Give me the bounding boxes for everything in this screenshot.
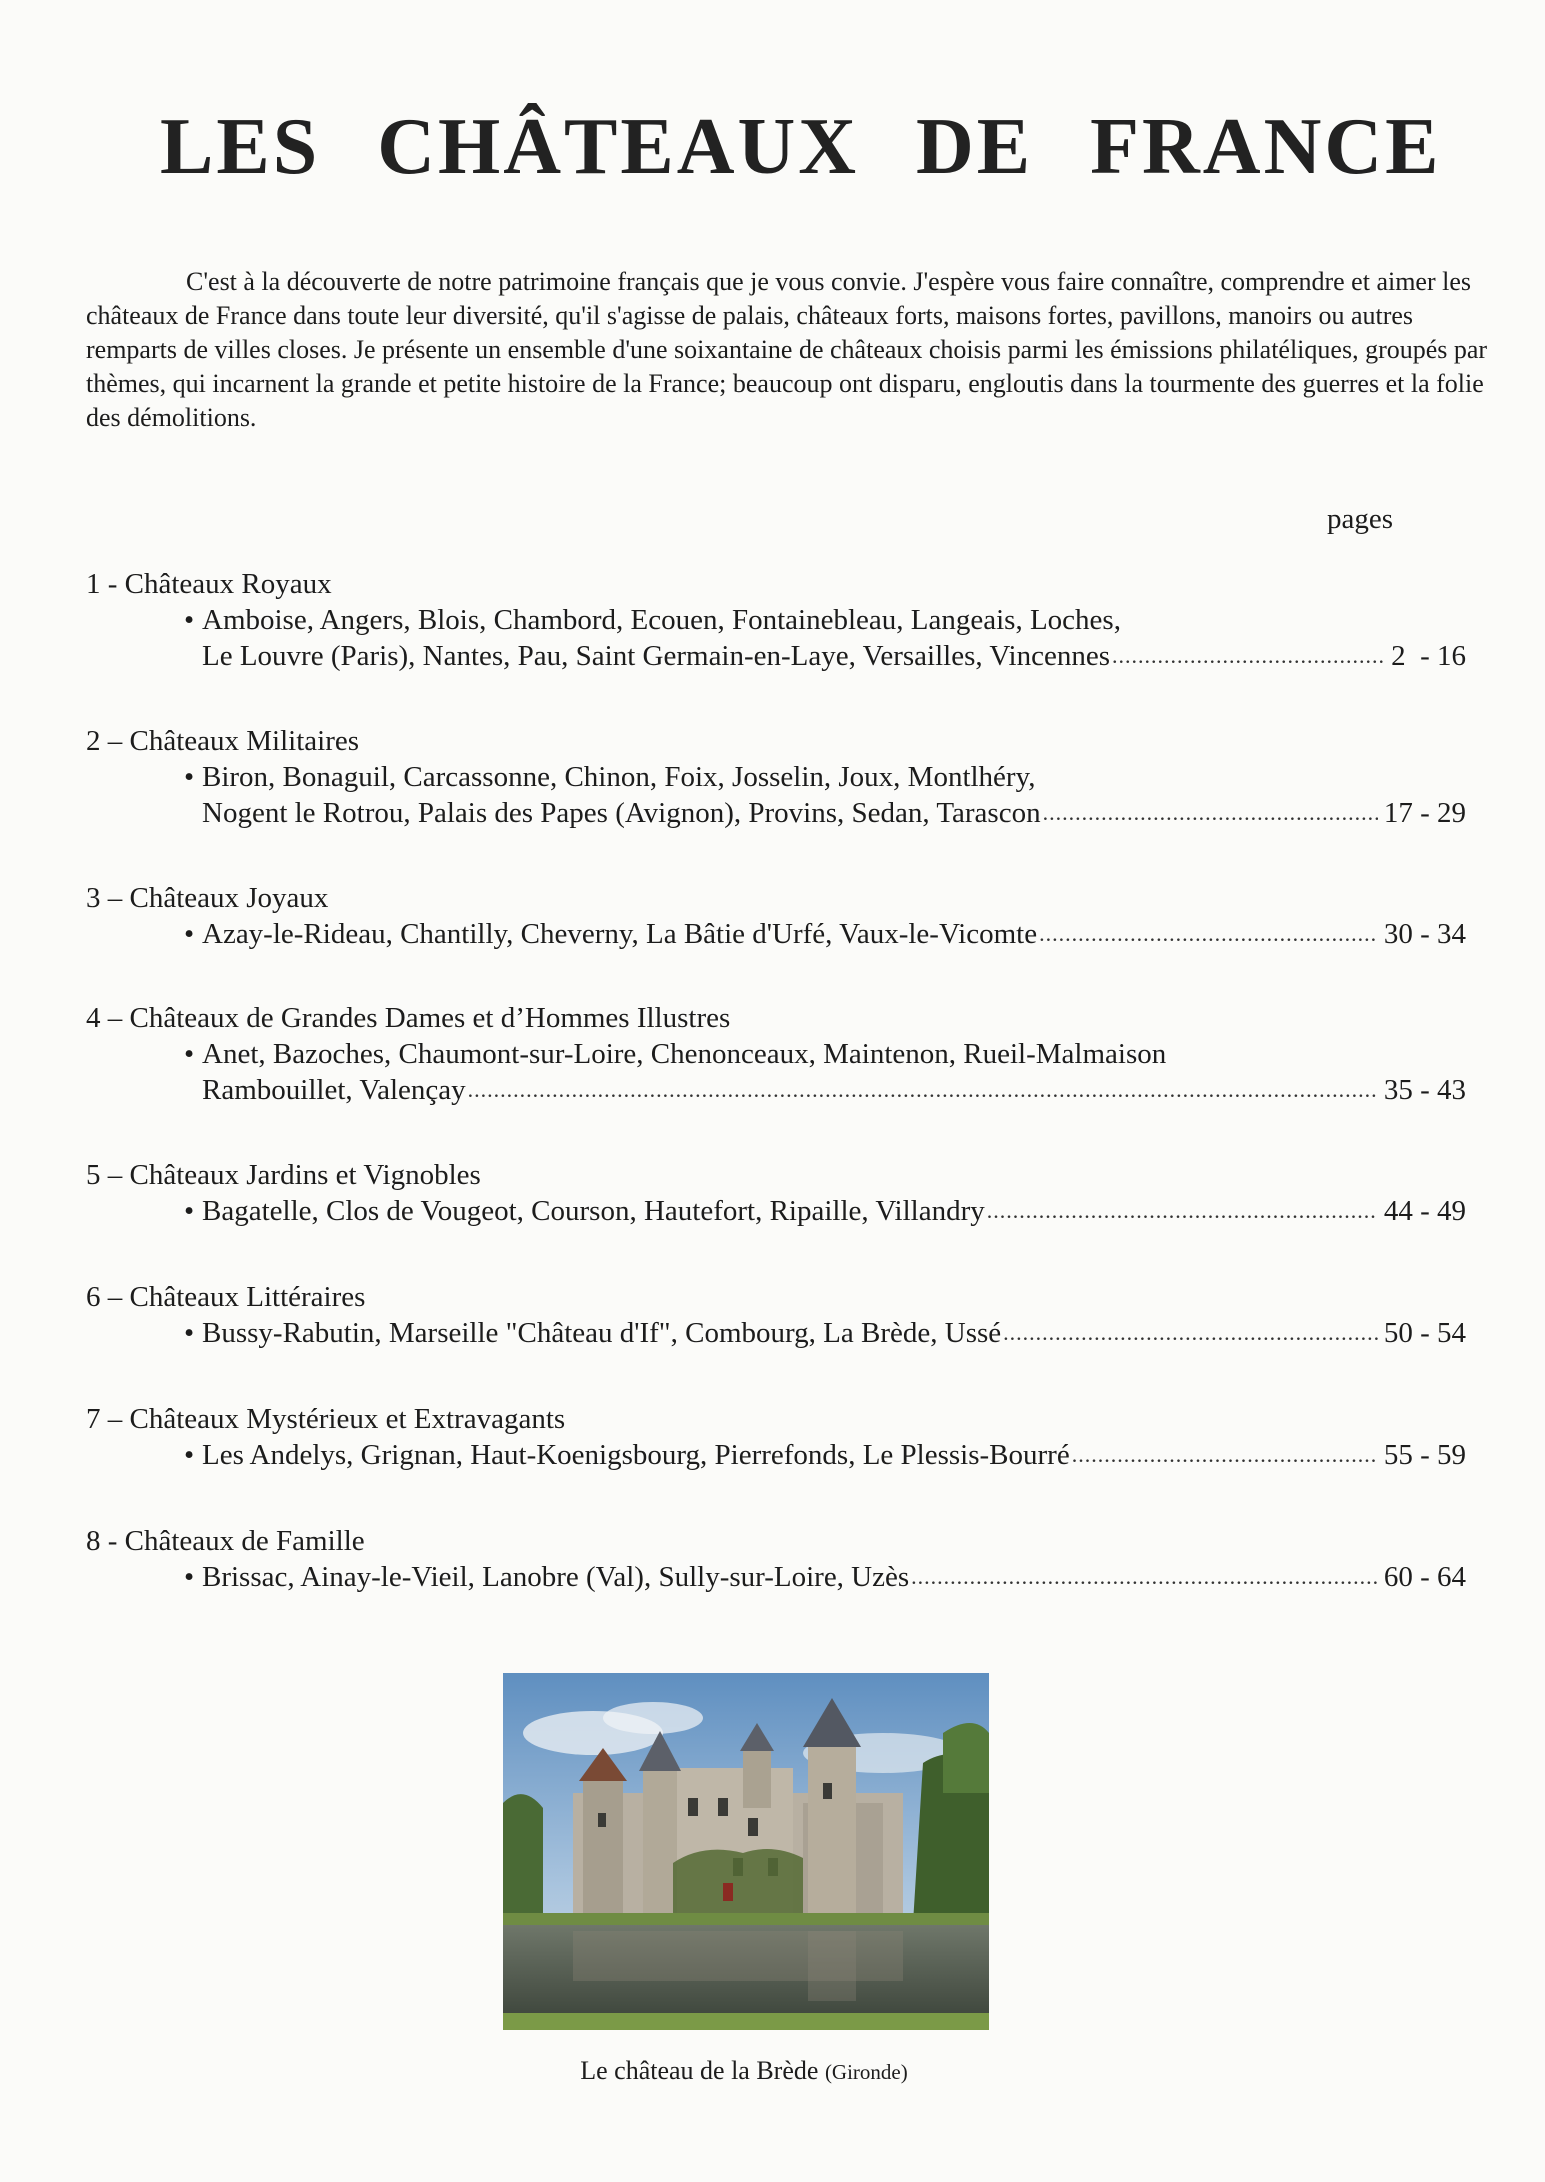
caption-main: Le château de la Brède bbox=[580, 2056, 819, 2085]
page-range: 30 - 34 bbox=[1383, 918, 1466, 950]
toc-section-2 bbox=[86, 723, 1466, 831]
leader-dots bbox=[1037, 916, 1378, 952]
entry-line: Les Andelys, Grignan, Haut-Koenigsbourg, Pierrefonds, Le Plessis-Bourré bbox=[202, 1439, 1070, 1471]
entry-line-2: Nogent le Rotrou, Palais des Papes (Avignon), Provins, Sedan, Tarascon bbox=[202, 797, 1041, 829]
toc-section-4 bbox=[86, 1000, 1466, 1108]
castle-illustration bbox=[503, 1673, 989, 2030]
section-entry bbox=[86, 1193, 1466, 1229]
section-entry bbox=[86, 1036, 1466, 1108]
section-title: 6 – Châteaux Littéraires bbox=[86, 1281, 366, 1313]
leader-dots bbox=[1070, 1437, 1378, 1473]
entry-line-2: Le Louvre (Paris), Nantes, Pau, Saint Germain-en-Laye, Versailles, Vincennes bbox=[202, 640, 1110, 672]
section-title: 8 - Châteaux de Famille bbox=[86, 1525, 365, 1557]
page-range: 50 - 54 bbox=[1383, 1317, 1466, 1349]
toc-section-6 bbox=[86, 1279, 1466, 1351]
bullet: • bbox=[184, 1561, 195, 1593]
page-range: 35 - 43 bbox=[1383, 1074, 1466, 1106]
toc-section-1 bbox=[86, 566, 1466, 674]
entry-line-1: Anet, Bazoches, Chaumont-sur-Loire, Chenonceaux, Maintenon, Rueil-Malmaison bbox=[202, 1038, 1167, 1070]
section-entry bbox=[86, 916, 1466, 952]
section-title: 4 – Châteaux de Grandes Dames et d’Hommes Illustres bbox=[86, 1002, 731, 1034]
page-range: 17 - 29 bbox=[1383, 797, 1466, 829]
toc-section-3 bbox=[86, 880, 1466, 952]
section-entry bbox=[86, 1315, 1466, 1351]
section-entry bbox=[86, 1559, 1466, 1595]
page-title: LES CHÂTEAUX DE FRANCE bbox=[160, 103, 1442, 191]
page-range: 44 - 49 bbox=[1383, 1195, 1466, 1227]
caption-region: (Gironde) bbox=[824, 2060, 908, 2084]
page-range: 2 - 16 bbox=[1391, 640, 1466, 672]
leader-dots bbox=[1110, 638, 1385, 674]
toc-section-7 bbox=[86, 1401, 1466, 1473]
bullet: • bbox=[184, 604, 195, 636]
pages-column-label: pages bbox=[1327, 503, 1394, 535]
entry-line-1: Amboise, Angers, Blois, Chambord, Ecouen, Fontainebleau, Langeais, Loches, bbox=[202, 604, 1121, 636]
entry-line-1: Biron, Bonaguil, Carcassonne, Chinon, Foix, Josselin, Joux, Montlhéry, bbox=[202, 761, 1036, 793]
section-title: 1 - Châteaux Royaux bbox=[86, 568, 332, 600]
entry-line: Brissac, Ainay-le-Vieil, Lanobre (Val), Sully-sur-Loire, Uzès bbox=[202, 1561, 910, 1593]
section-title: 7 – Châteaux Mystérieux et Extravagants bbox=[86, 1403, 566, 1435]
section-title: 2 – Châteaux Militaires bbox=[86, 725, 360, 757]
section-title: 3 – Châteaux Joyaux bbox=[86, 882, 329, 914]
bullet: • bbox=[184, 1439, 195, 1471]
bullet: • bbox=[184, 761, 195, 793]
bullet: • bbox=[184, 918, 195, 950]
page-range: 60 - 64 bbox=[1383, 1561, 1466, 1593]
section-entry bbox=[86, 602, 1466, 674]
toc-section-5 bbox=[86, 1157, 1466, 1229]
section-entry bbox=[86, 759, 1466, 831]
leader-dots bbox=[1001, 1315, 1378, 1351]
page-range: 55 - 59 bbox=[1383, 1439, 1466, 1471]
castle-photo bbox=[503, 1673, 989, 2030]
entry-line: Azay-le-Rideau, Chantilly, Cheverny, La Bâtie d'Urfé, Vaux-le-Vicomte bbox=[202, 918, 1038, 950]
entry-line: Bagatelle, Clos de Vougeot, Courson, Hautefort, Ripaille, Villandry bbox=[202, 1195, 985, 1227]
leader-dots bbox=[985, 1193, 1378, 1229]
entry-line: Bussy-Rabutin, Marseille "Château d'If", Combourg, La Brède, Ussé bbox=[202, 1317, 1002, 1349]
section-title: 5 – Châteaux Jardins et Vignobles bbox=[86, 1159, 481, 1191]
bullet: • bbox=[184, 1317, 195, 1349]
intro-paragraph: C'est à la découverte de notre patrimoine français que je vous convie. J'espère vous faire connaître, comprendre et aimer les châteaux de France dans toute leur diversité, qu'il s'agisse de palais, châteaux forts, maisons fortes, pavillons, manoirs ou autres remparts de villes closes. Je présente un ensemble d'une soixantaine de châteaux choisis parmi les émissions philatéliques, groupés par thèmes, qui incarnent la grande et petite histoire de la France; beaucoup ont disparu, engloutis dans la tourmente des guerres et la folie des démolitions. bbox=[86, 267, 1488, 432]
photo-caption bbox=[0, 2056, 1488, 2086]
entry-line-2: Rambouillet, Valençay bbox=[202, 1074, 466, 1106]
bullet: • bbox=[184, 1195, 195, 1227]
leader-dots bbox=[1041, 795, 1378, 831]
leader-dots bbox=[909, 1559, 1378, 1595]
leader-dots bbox=[466, 1072, 1378, 1108]
section-entry bbox=[86, 1437, 1466, 1473]
bullet: • bbox=[184, 1038, 195, 1070]
toc-section-8 bbox=[86, 1523, 1466, 1595]
